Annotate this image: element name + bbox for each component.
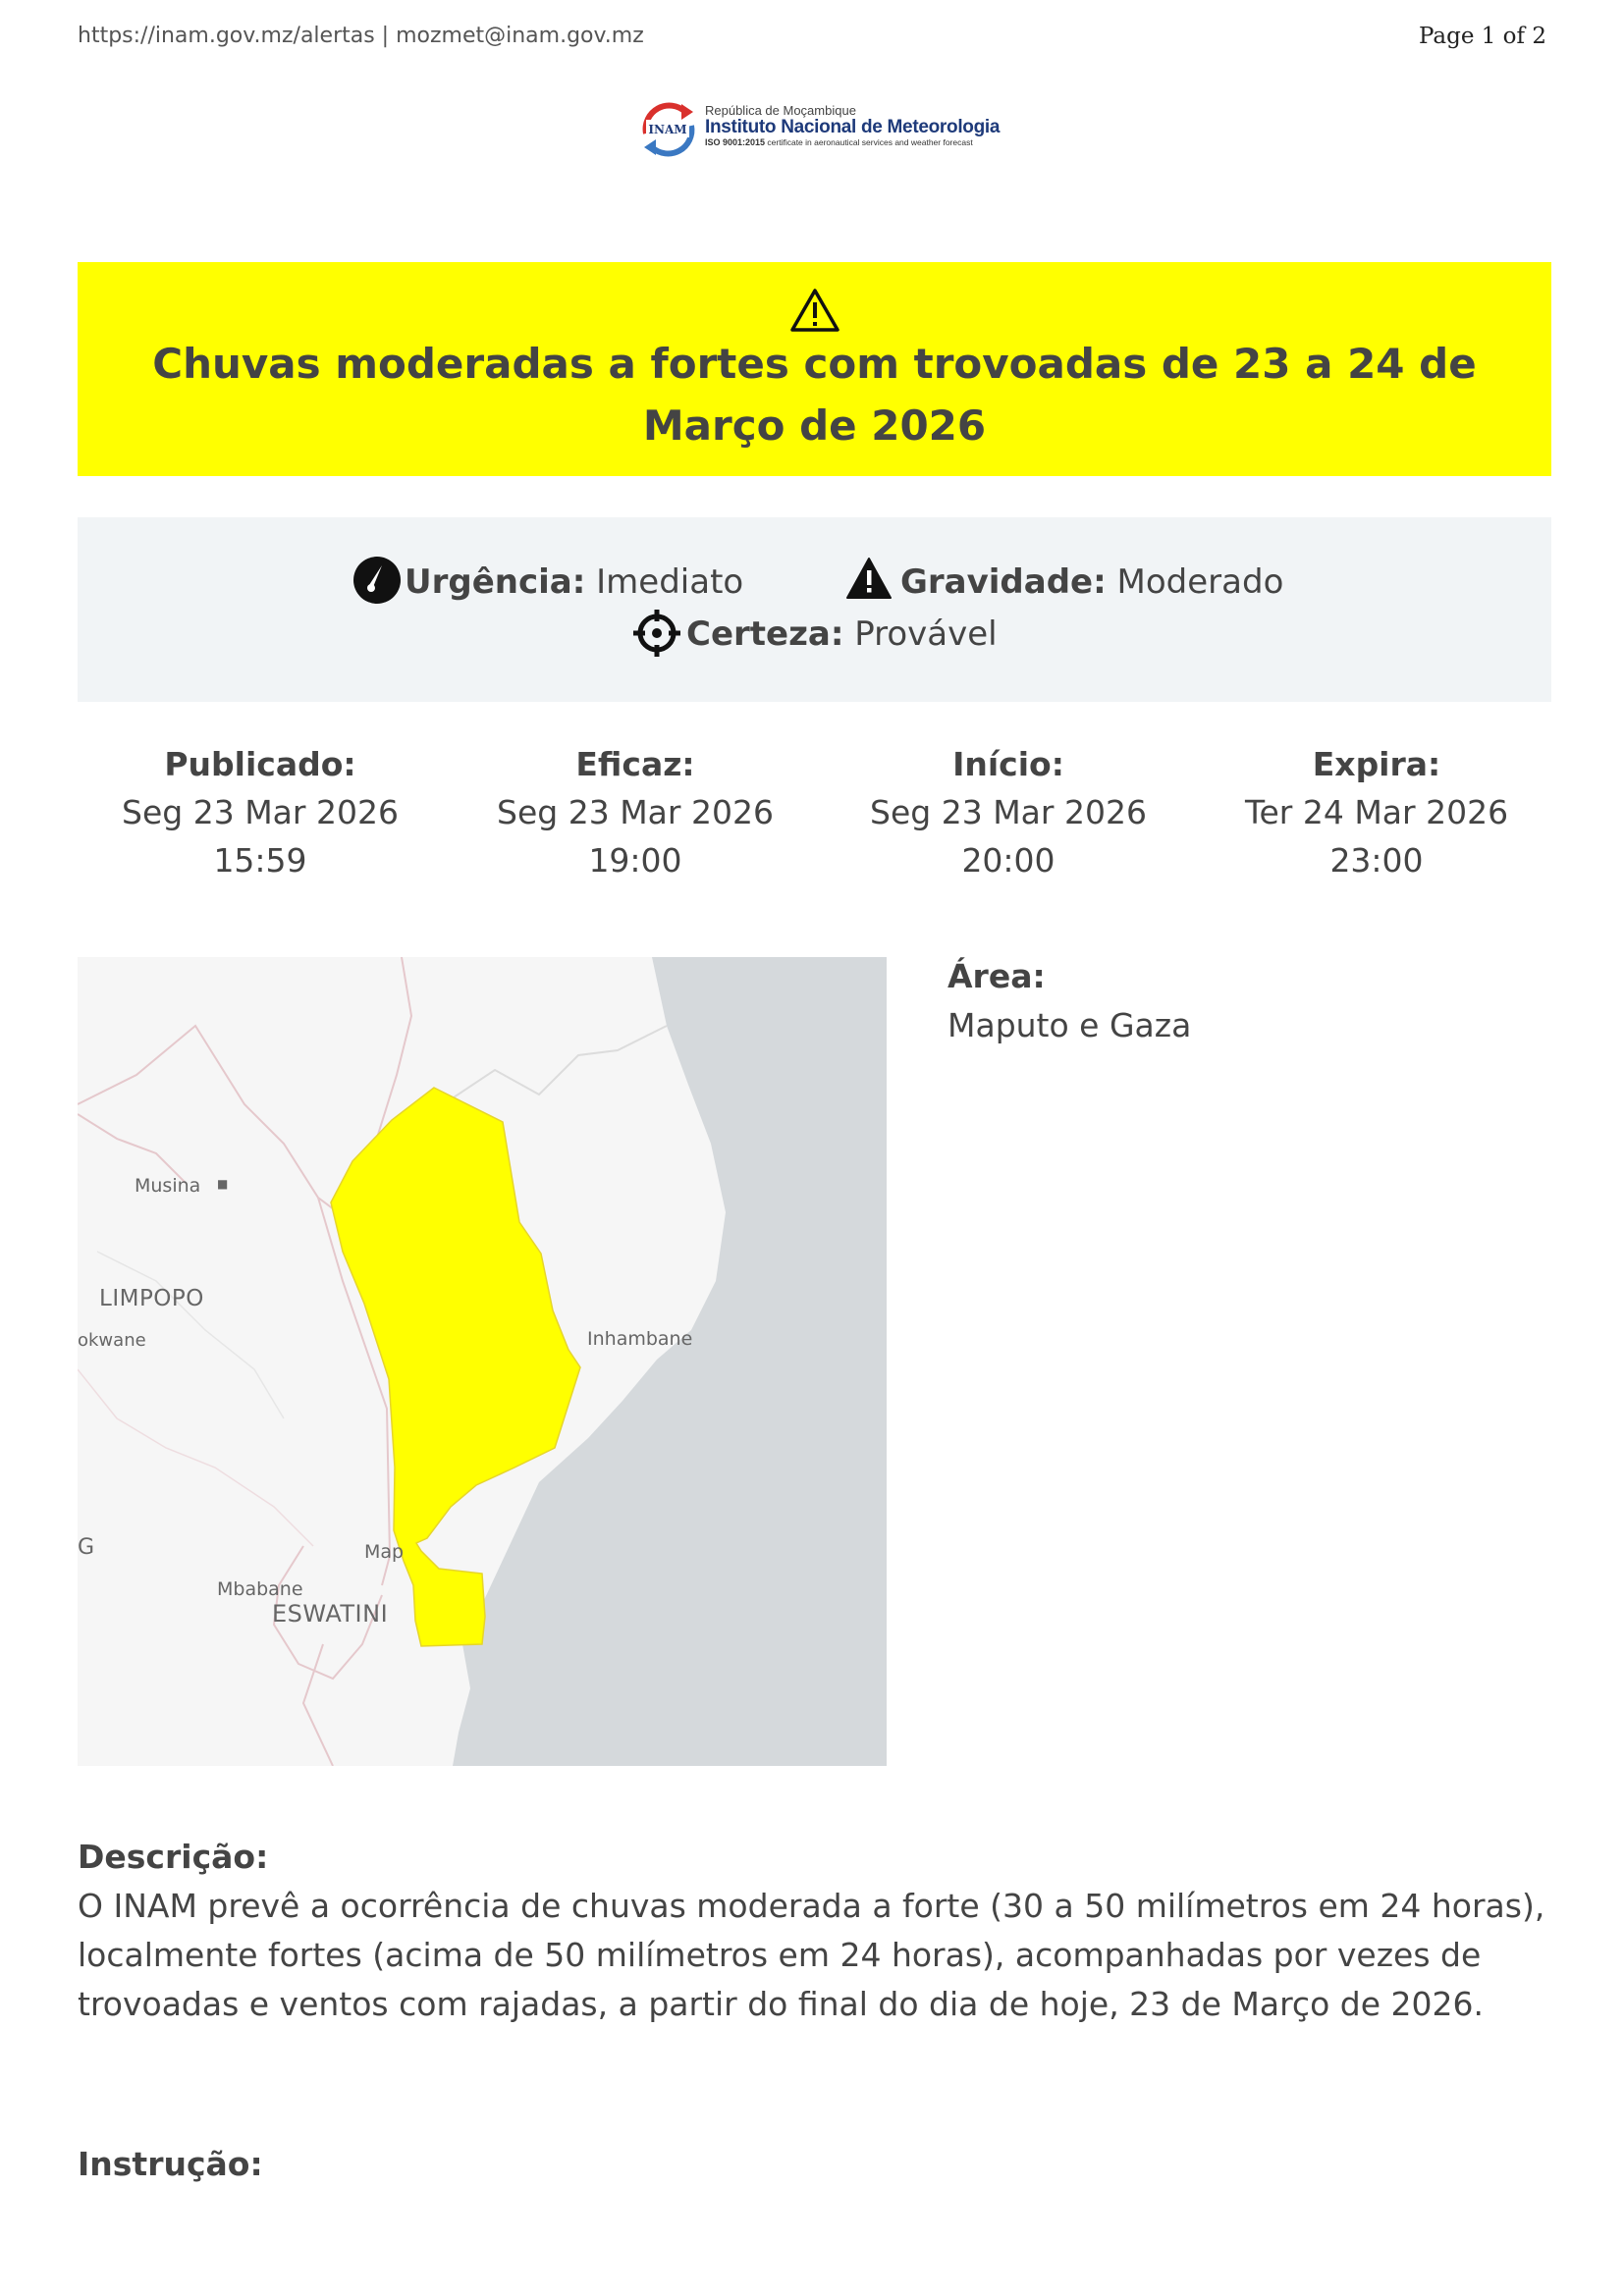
instruction-label: Instrução: (78, 2145, 263, 2183)
map-label-inhambane: Inhambane (587, 1328, 693, 1350)
area-label: Área: (947, 957, 1046, 995)
description-text: O INAM prevê a ocorrência de chuvas moderada a forte (30 a 50 milímetros em 24 horas), localmente fortes (acima de 50 milímetros em 24 horas), acompanhadas por vezes de trovoadas e ventos com rajadas, a partir do final do dia de hoje, 23 de Março de 2026. (78, 1887, 1545, 2023)
logo-iso-text: certificate in aeronautical services and weather forecast (765, 137, 973, 147)
time-value: 23:00 (1329, 841, 1424, 880)
date-published (74, 741, 447, 884)
date-label: Eficaz: (575, 745, 695, 783)
time-value: 15:59 (213, 841, 307, 880)
map-label-maputo: Map (364, 1541, 405, 1563)
logo-line2b: Meteorologia (887, 117, 1001, 137)
speedometer-icon (353, 557, 401, 604)
time-value: 19:00 (588, 841, 682, 880)
severity-label: Gravidade: (900, 562, 1107, 602)
logo-iso: ISO 9001:2015 (705, 137, 766, 147)
map-canvas (78, 957, 887, 1766)
logo-line3 (705, 137, 1000, 148)
exclamation-triangle-icon (845, 557, 893, 600)
alert-title: Chuvas moderadas a fortes com trovoadas de 23 a 24 de Março de 2026 (152, 340, 1477, 450)
date-label: Início: (952, 745, 1064, 783)
date-label: Expira: (1312, 745, 1441, 783)
map-label-polokwane: okwane (78, 1330, 146, 1351)
date-effective (449, 741, 822, 884)
description-section (78, 1833, 1550, 2029)
logo-line2 (705, 118, 1000, 137)
date-value: Seg 23 Mar 2026 (497, 793, 774, 831)
certainty-value: Provável (854, 614, 998, 654)
page-header (78, 24, 1546, 53)
area-value: Maputo e Gaza (947, 1006, 1192, 1044)
urgency-value: Imediato (596, 562, 744, 602)
description-label: Descrição: (78, 1838, 269, 1876)
alert-dates (78, 741, 1551, 888)
date-expires (1190, 741, 1563, 884)
certainty (632, 614, 998, 654)
map-label-mbabane: Mbabane (217, 1578, 303, 1600)
inam-logo-emblem (636, 98, 701, 159)
date-label: Publicado: (164, 745, 356, 783)
date-onset (822, 741, 1195, 884)
city-dot-icon: ■ (217, 1177, 229, 1191)
alert-metadata (78, 517, 1551, 702)
date-value: Seg 23 Mar 2026 (122, 793, 399, 831)
area-section (947, 952, 1191, 1050)
map-label-musina: Musina (135, 1175, 201, 1197)
logo-line2a: Instituto Nacional de (705, 117, 888, 137)
urgency (353, 562, 743, 602)
time-value: 20:00 (961, 841, 1056, 880)
severity (845, 562, 1283, 602)
page-number: Page 1 of 2 (1418, 24, 1546, 49)
logo-text (705, 104, 1000, 148)
severity-value: Moderado (1116, 562, 1284, 602)
urgency-label: Urgência: (405, 562, 586, 602)
source-url[interactable]: https://inam.gov.mz/alertas | mozmet@inam.gov.mz (78, 24, 644, 48)
date-value: Ter 24 Mar 2026 (1244, 793, 1509, 831)
certainty-label: Certeza: (686, 614, 844, 654)
logo-badge: INAM (648, 123, 687, 136)
inam-logo (636, 98, 1000, 159)
alert-area-map[interactable] (78, 957, 887, 1766)
warning-triangle-icon (78, 288, 1551, 337)
map-label-limpopo: LIMPOPO (99, 1286, 204, 1311)
map-label-eswatini: ESWATINI (272, 1600, 389, 1628)
map-label-g: G (78, 1535, 95, 1560)
alert-banner (78, 262, 1551, 476)
crosshair-icon (632, 609, 681, 658)
date-value: Seg 23 Mar 2026 (870, 793, 1147, 831)
logo-line1: República de Moçambique (705, 103, 856, 118)
